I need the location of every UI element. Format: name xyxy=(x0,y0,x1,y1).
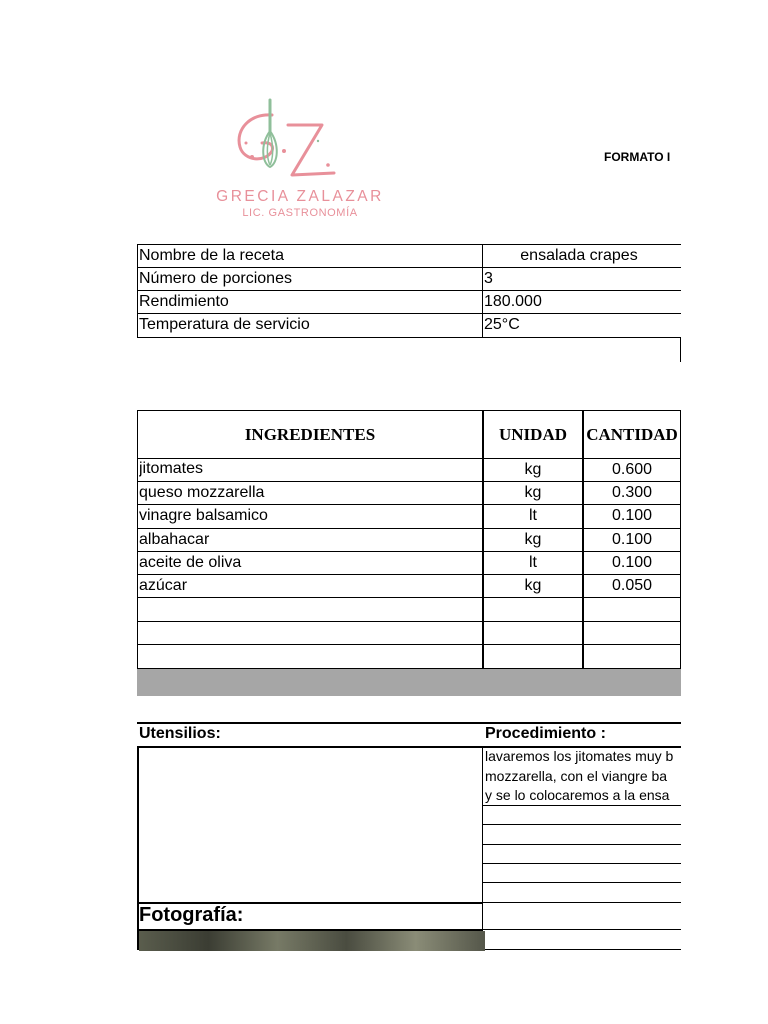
unit-header: UNIDAD xyxy=(499,425,567,444)
table-row-qty: 0.100 xyxy=(611,554,653,571)
yield-value: 180.000 xyxy=(484,293,542,310)
quantity-header: CANTIDAD xyxy=(586,425,678,444)
photo-label: Fotografía: xyxy=(139,904,244,926)
table-row-name: jitomates xyxy=(139,460,204,477)
procedure-line: y se lo colocaremos a la ensa xyxy=(485,787,670,803)
recipe-name-label: Nombre de la receta xyxy=(139,247,284,264)
table-row-qty: 0.100 xyxy=(611,507,653,524)
table-row-qty: 0.100 xyxy=(611,531,653,548)
table-row-name: aceite de oliva xyxy=(139,554,242,571)
total-bar xyxy=(137,669,681,696)
table-row-name: queso mozzarella xyxy=(139,484,265,501)
recipe-photo xyxy=(139,931,485,951)
portions-label: Número de porciones xyxy=(139,270,292,287)
table-row-name: azúcar xyxy=(139,577,188,594)
table-row-unit: kg xyxy=(524,531,542,548)
procedure-line: mozzarella, con el viangre ba xyxy=(485,768,668,784)
recipe-name-value: ensalada crapes xyxy=(520,247,638,264)
table-row-unit: lt xyxy=(529,554,537,571)
table-row-unit: kg xyxy=(524,484,542,501)
table-row-unit: kg xyxy=(524,461,542,478)
procedure-label: Procedimiento : xyxy=(485,725,606,742)
yield-label: Rendimiento xyxy=(139,293,229,310)
table-row-qty: 0.050 xyxy=(611,577,653,594)
utensils-label: Utensilios: xyxy=(139,725,221,742)
table-row-name: albahacar xyxy=(139,531,210,548)
logo-name: GRECIA ZALAZAR xyxy=(216,188,384,205)
ingredients-header: INGREDIENTES xyxy=(244,425,376,444)
table-row-qty: 0.300 xyxy=(611,484,653,501)
format-title: FORMATO I xyxy=(604,150,671,164)
table-row-unit: lt xyxy=(529,507,537,524)
temperature-label: Temperatura de servicio xyxy=(139,316,310,333)
procedure-line: lavaremos los jitomates muy b xyxy=(485,748,674,764)
table-row-name: vinagre balsamico xyxy=(139,507,268,524)
temperature-value: 25°C xyxy=(484,316,520,333)
table-row-unit: kg xyxy=(524,577,542,594)
table-row-qty: 0.600 xyxy=(611,461,653,478)
portions-value: 3 xyxy=(484,270,493,287)
logo-subtitle: LIC. GASTRONOMÍA xyxy=(242,207,358,219)
